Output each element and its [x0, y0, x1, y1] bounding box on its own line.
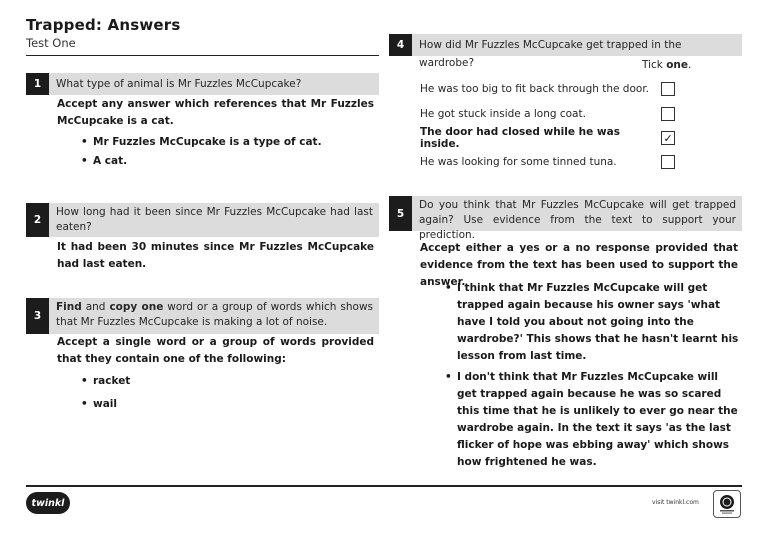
answer-option-2	[420, 106, 675, 122]
option-label: He got stuck inside a long coat.	[420, 108, 586, 120]
page-subtitle: Test One	[26, 36, 76, 50]
question-number: 2	[26, 203, 49, 237]
option-checkbox[interactable]	[661, 82, 675, 96]
question-3-bullets	[81, 375, 281, 410]
question-number: 1	[26, 73, 49, 95]
option-label: He was too big to fit back through the door.	[420, 83, 650, 95]
question-text-copy-one: copy one	[109, 301, 164, 313]
question-number: 3	[26, 298, 49, 334]
question-3-answer: Accept a single word or a group of words provided that they contain one of the following:	[57, 336, 374, 365]
question-text-and: and	[81, 301, 110, 313]
badge-graphic	[716, 493, 738, 515]
title-divider	[26, 55, 379, 56]
question-3-header	[26, 298, 379, 334]
answer-option-3	[420, 126, 675, 150]
list-item: • I think that Mr Fuzzles McCupcake will get trapped again because his owner says 'what have I told you about not going into the wardrobe?' This shows that he hasn't learnt his lesson from last time.	[445, 280, 739, 365]
question-text-find: Find	[56, 301, 82, 313]
page-title: Trapped: Answers	[26, 16, 181, 34]
list-item: • racket	[81, 375, 281, 387]
quality-standard-badge-icon	[713, 490, 741, 518]
option-checkbox[interactable]	[661, 107, 675, 121]
tick-instruction	[642, 59, 691, 71]
question-5-bullets	[445, 280, 739, 471]
list-item: • A cat.	[81, 155, 371, 167]
question-5-answer: Accept either a yes or a no response provided that evidence from the text has been used to support the answer.	[420, 242, 738, 288]
question-5-header	[389, 196, 742, 241]
answer-option-1	[420, 81, 675, 97]
twinkl-logo: twinkl	[26, 492, 70, 514]
option-checkbox-checked[interactable]: ✓	[661, 131, 675, 145]
tick-word: one	[666, 59, 689, 71]
answer-option-4	[420, 154, 675, 170]
question-text: What type of animal is Mr Fuzzles McCupcake?	[49, 73, 379, 95]
question-text-rest: word or a group of words which shows that Mr Fuzzles McCupcake is making a lot of noise.	[56, 301, 374, 328]
question-text: Do you think that Mr Fuzzles McCupcake will get trapped again? Use evidence from the text to support your prediction.	[412, 196, 742, 231]
question-text: How did Mr Fuzzles McCupcake get trapped in the wardrobe?	[412, 34, 742, 56]
visit-link[interactable]: visit twinkl.com	[652, 499, 699, 506]
list-item: • wail	[81, 398, 281, 410]
option-label: The door had closed while he was inside.	[420, 126, 620, 150]
question-1-bullets	[81, 136, 371, 167]
question-2-answer: It had been 30 minutes since Mr Fuzzles McCupcake had last eaten.	[57, 241, 374, 270]
question-text: How long had it been since Mr Fuzzles McCupcake had last eaten?	[49, 203, 379, 237]
question-number: 4	[389, 34, 412, 56]
footer-divider	[26, 485, 742, 487]
question-1-answer: Accept any answer which references that Mr Fuzzles McCupcake is a cat.	[57, 98, 374, 127]
question-text	[49, 298, 379, 334]
list-item: • I don't think that Mr Fuzzles McCupcake will get trapped again because he was so scared this time that he is unlikely to ever go near the wardrobe again. In the text it says 'as the last flicker of hope was ebbing away' which shows how frightened he was.	[445, 369, 739, 471]
question-number: 5	[389, 196, 412, 231]
list-item: • Mr Fuzzles McCupcake is a type of cat.	[81, 136, 371, 148]
tick-suffix: .	[688, 59, 692, 71]
question-2-header	[26, 203, 379, 237]
tick-prefix: Tick	[642, 59, 667, 71]
option-label: He was looking for some tinned tuna.	[420, 156, 617, 168]
question-1-header	[26, 73, 379, 95]
option-checkbox[interactable]	[661, 155, 675, 169]
